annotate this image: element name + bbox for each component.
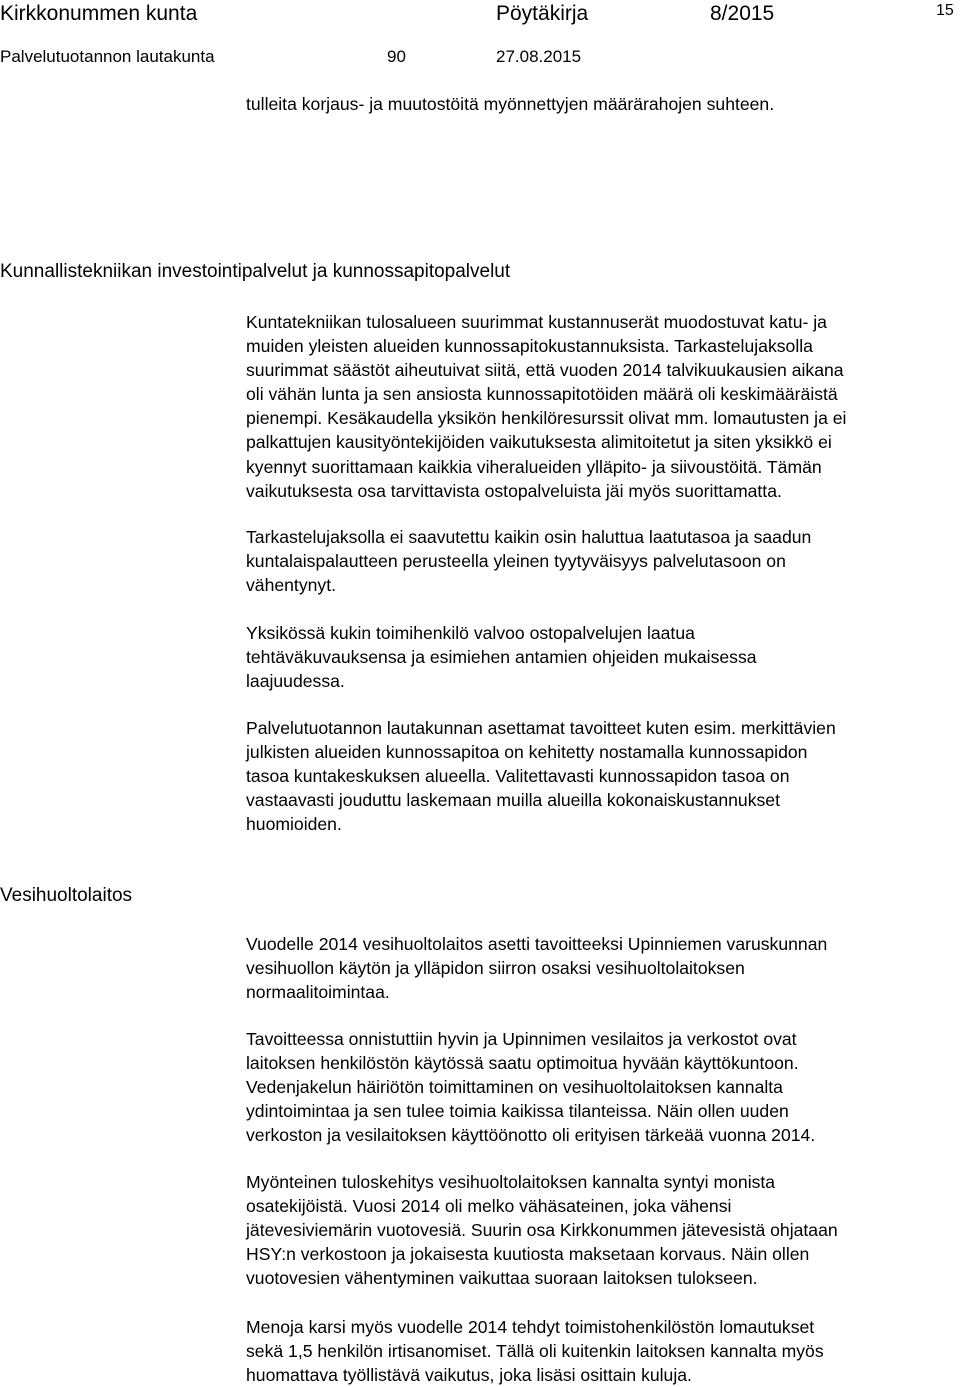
text-line: laitoksen henkilöstön käytössä saatu optimoitua hyvään käyttökuntoon. — [246, 1053, 799, 1074]
text-line: HSY:n verkostoon ja jokaisesta kuutiosta maksetaan korvaus. Näin ollen — [246, 1244, 810, 1265]
paragraph — [246, 525, 946, 597]
text-line: huomioiden. — [246, 814, 342, 835]
text-line: Palvelutuotannon lautakunnan asettamat tavoitteet kuten esim. merkittävien — [246, 718, 836, 738]
text-line: Vuodelle 2014 vesihuoltolaitos asetti tavoitteeksi Upinniemen varuskunnan — [246, 934, 828, 954]
text-line: ydintoimintaa ja sen tulee toimia kaikissa tilanteissa. Näin ollen uuden — [246, 1101, 789, 1122]
text-line: tasoa kuntakeskuksen alueella. Valitettavasti kunnossapidon tasoa on — [246, 766, 790, 787]
text-line: Tarkastelujaksolla ei saavutettu kaikin osin haluttua laatutasoa ja saadun — [246, 527, 812, 547]
text-line: Tavoitteessa onnistuttiin hyvin ja Upinnimen vesilaitos ja verkostot ovat — [246, 1029, 797, 1049]
text-line: osatekijöistä. Vuosi 2014 oli melko vähäsateinen, joka vähensi — [246, 1196, 732, 1217]
text-line: vastaavasti jouduttu laskemaan muilla alueilla kokonaiskustannukset — [246, 790, 780, 811]
continued-paragraph — [246, 92, 946, 116]
organization-name: Kirkkonummen kunta — [0, 2, 198, 25]
page-number: 15 — [936, 2, 954, 19]
text-line: Kuntatekniikan tulosalueen suurimmat kustannuserät muodostuvat katu- ja — [246, 312, 827, 332]
paragraph — [246, 932, 946, 1004]
text-line: huomattava työllistävä vaikutus, joka lisäsi osittain kuluja. — [246, 1365, 692, 1386]
text-line: vaikutuksesta osa tarvittavista ostopalveluista jäi myös suorittamatta. — [246, 480, 782, 501]
paragraph — [246, 716, 946, 836]
committee-name: Palvelutuotannon lautakunta — [0, 47, 215, 66]
document-type: Pöytäkirja — [496, 2, 589, 25]
text-line: vuotovesien vähentyminen vaikuttaa suoraan laitoksen tulokseen. — [246, 1268, 758, 1289]
text-line: palkattujen kausityöntekijöiden vaikutuksesta alimitoitetut ja siten yksikkö ei — [246, 432, 832, 453]
text-line: laajuudessa. — [246, 671, 345, 692]
section-number: 90 — [387, 47, 406, 66]
text-line: sekä 1,5 henkilön irtisanomiset. Tällä oli kuitenkin laitoksen kannalta myös — [246, 1341, 824, 1362]
paragraph — [246, 1170, 946, 1290]
text-line: Yksikössä kukin toimihenkilö valvoo ostopalvelujen laatua — [246, 623, 695, 643]
section-heading-vesihuoltolaitos: Vesihuoltolaitos — [0, 885, 133, 906]
text-line: oli vähän lunta ja sen ansiosta kunnossapitotöiden määrä oli keskimääräistä — [246, 384, 838, 405]
document-number: 8/2015 — [710, 2, 775, 25]
text-line: Myönteinen tuloskehitys vesihuoltolaitoksen kannalta syntyi monista — [246, 1172, 776, 1192]
text-line: suurimmat säästöt aiheutuivat siitä, että vuoden 2014 talvikuukausien aikana — [246, 360, 844, 381]
paragraph — [246, 621, 946, 693]
text-line: vähentynyt. — [246, 575, 336, 596]
section-heading-kunnallistekniikka: Kunnallistekniikan investointipalvelut ja kunnossapitopalvelut — [0, 261, 511, 282]
text-line: julkisten alueiden kunnossapitoa on kehitetty nostamalla kunnossapidon — [246, 742, 808, 763]
text-line: muiden yleisten alueiden kunnossapitokustannuksista. Tarkastelujaksolla — [246, 336, 813, 357]
paragraph — [246, 1027, 946, 1147]
text-line: verkoston ja vesilaitoksen käyttöönotto oli erityisen tärkeää vuonna 2014. — [246, 1125, 816, 1146]
text-line: tehtäväkuvauksensa ja esimiehen antamien ohjeiden mukaisessa — [246, 647, 757, 668]
text-line: Vedenjakelun häiriötön toimittaminen on vesihuoltolaitoksen kannalta — [246, 1077, 783, 1098]
text-line: kuntalaispalautteen perusteella yleinen tyytyväisyys palvelutasoon on — [246, 551, 786, 572]
text-line: normaalitoimintaa. — [246, 982, 390, 1003]
paragraph — [246, 1315, 946, 1387]
text-line: jätevesiviemärin vuotovesiä. Suurin osa Kirkkonummen jätevesistä ohjataan — [246, 1220, 838, 1241]
paragraph — [246, 310, 946, 503]
text-line: Menoja karsi myös vuodelle 2014 tehdyt toimistohenkilöstön lomautukset — [246, 1317, 815, 1337]
text-line: kyennyt suorittamaan kaikkia viheralueiden ylläpito- ja siivoustöitä. Tämän — [246, 456, 822, 477]
text-line: vesihuollon käytön ja ylläpidon siirron osaksi vesihuoltolaitoksen — [246, 958, 745, 979]
text-line: tulleita korjaus- ja muutostöitä myönnettyjen määrärahojen suhteen. — [246, 94, 775, 114]
meeting-date: 27.08.2015 — [496, 47, 582, 66]
text-line: pienempi. Kesäkaudella yksikön henkilöresurssit olivat mm. lomautusten ja ei — [246, 408, 847, 429]
